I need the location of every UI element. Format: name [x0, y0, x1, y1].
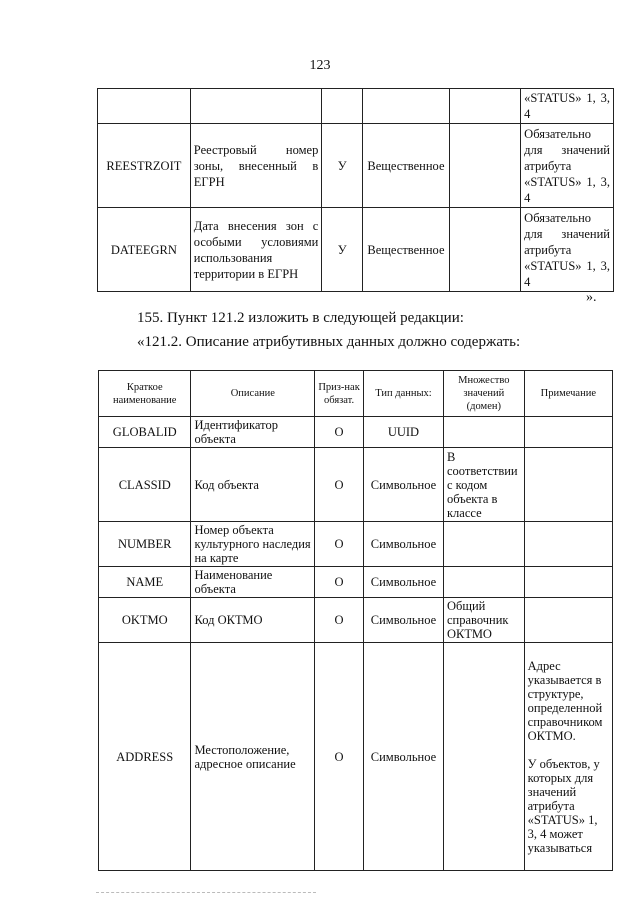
attr-desc: [190, 89, 322, 124]
attr-type: Символьное: [363, 643, 443, 871]
attribute-table: [98, 370, 613, 871]
attr-note: Обязательно для значений атрибута «STATUS» 1, 3, 4: [521, 124, 614, 208]
attr-type: [363, 89, 450, 124]
attr-desc: Идентификатор объекта: [191, 417, 315, 448]
attr-desc: Дата внесения зон с особыми условиями использования территории в ЕГРН: [190, 208, 322, 292]
table-row: [99, 417, 613, 448]
attr-note: [524, 448, 612, 522]
table-row: [99, 522, 613, 567]
page-number: 123: [309, 58, 331, 73]
attr-flag: О: [315, 643, 364, 871]
attr-flag: О: [315, 448, 364, 522]
attr-note: [524, 598, 612, 643]
attr-code: NAME: [99, 567, 191, 598]
attr-note: [524, 522, 612, 567]
attr-flag: У: [322, 208, 363, 292]
attr-code: REESTRZOIT: [98, 124, 191, 208]
table-row: [98, 124, 614, 208]
attr-note: [524, 417, 612, 448]
attr-code: CLASSID: [99, 448, 191, 522]
attr-desc: Номер объекта культурного наследия на карте: [191, 522, 315, 567]
attr-type: Символьное: [363, 522, 443, 567]
attr-domain: [449, 124, 520, 208]
attr-code: DATEEGRN: [98, 208, 191, 292]
attr-note-cell: [524, 643, 612, 871]
attr-type: Вещественное: [363, 124, 450, 208]
attr-note: «STATUS» 1, 3, 4: [521, 89, 614, 124]
attr-note: Адрес указывается в структуре, определенной справочником ОКТМО.: [527, 658, 603, 743]
attr-flag: О: [315, 567, 364, 598]
table-row: [99, 448, 613, 522]
paragraph-amendment: 155. Пункт 121.2 изложить в следующей редакции:: [137, 310, 464, 326]
attr-note: Обязательно для значений атрибута «STATUS» 1, 3, 4: [521, 208, 614, 292]
attr-desc: Код объекта: [191, 448, 315, 522]
attr-code: ADDRESS: [99, 643, 191, 871]
attr-type: Символьное: [363, 598, 443, 643]
table-header-row: [99, 371, 613, 417]
column-header: Краткое наименование: [99, 371, 191, 417]
column-header: Тип данных:: [363, 371, 443, 417]
attr-flag: [322, 89, 363, 124]
attr-domain: [449, 208, 520, 292]
attr-type: Символьное: [363, 567, 443, 598]
footer-divider: [96, 892, 316, 893]
attr-code: NUMBER: [99, 522, 191, 567]
attr-code: [98, 89, 191, 124]
attr-flag: О: [315, 598, 364, 643]
table-row: [99, 643, 613, 871]
attr-domain: [443, 522, 524, 567]
table-row: [99, 598, 613, 643]
column-header: Примечание: [524, 371, 612, 417]
attr-code: GLOBALID: [99, 417, 191, 448]
attr-desc: Местоположение, адресное описание: [191, 643, 315, 871]
attr-domain: [443, 567, 524, 598]
attr-flag: О: [315, 417, 364, 448]
attr-domain: Общий справочник ОКТМО: [443, 598, 524, 643]
table-row: [98, 89, 614, 124]
attr-type: UUID: [363, 417, 443, 448]
attr-code: OKTMO: [99, 598, 191, 643]
attr-domain: В соответствии с кодом объекта в классе: [443, 448, 524, 522]
attr-flag: У: [322, 124, 363, 208]
attr-type: Вещественное: [363, 208, 450, 292]
attr-domain: [443, 417, 524, 448]
attribute-table-continued: [97, 88, 614, 292]
attr-desc: Реестровый номер зоны, внесенный в ЕГРН: [190, 124, 322, 208]
column-header: Приз-нак обязат.: [315, 371, 364, 417]
attr-domain: [443, 643, 524, 871]
column-header: Множество значений (домен): [443, 371, 524, 417]
attr-note-continued: У объектов, у которых для значений атрибута «STATUS» 1, 3, 4 может указываться: [527, 756, 600, 855]
attr-flag: О: [315, 522, 364, 567]
table-row: [99, 567, 613, 598]
attr-domain: [449, 89, 520, 124]
attr-desc: Наименование объекта: [191, 567, 315, 598]
attr-note: [524, 567, 612, 598]
attr-desc: Код ОКТМО: [191, 598, 315, 643]
attr-type: Символьное: [363, 448, 443, 522]
closing-quote: ».: [586, 290, 597, 305]
paragraph-clause: «121.2. Описание атрибутивных данных должно содержать:: [137, 334, 521, 350]
table-row: [98, 208, 614, 292]
column-header: Описание: [191, 371, 315, 417]
